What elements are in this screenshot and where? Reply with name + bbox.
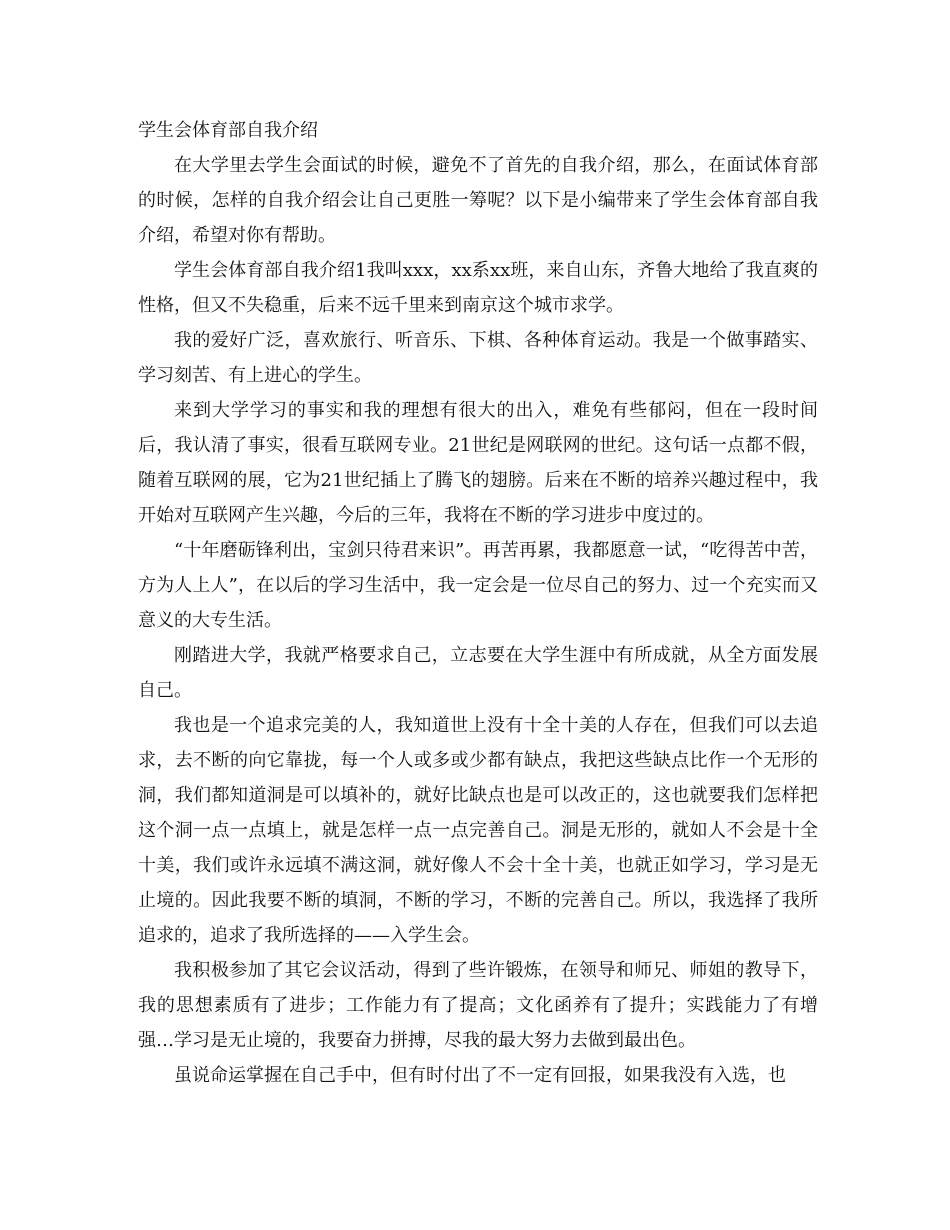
paragraph-motto: “十年磨砺锋利出，宝剑只待君来识”。再苦再累，我都愿意一试，“吃得苦中苦，方为人上人”，在以后的学习生活中，我一定会是一位尽自己的努力、过一个充实而又意义的大专生活。 (138, 540, 818, 631)
paragraph-perfection: 我也是一个追求完美的人，我知道世上没有十全十美的人存在，但我们可以去追求，去不断的向它靠拢，每一个人或多或少都有缺点，我把这些缺点比作一个无形的洞，我们都知道洞是可以填补的，就好比缺点也是可以改正的，这也就要我们怎样把这个洞一点一点填上，就是怎样一点一点完善自己。洞是无形的，就如人不会是十全十美，我们或许永远填不满这洞，就好像人不会十全十美，也就正如学习，学习是无止境的。因此我要不断的填洞，不断的学习，不断的完善自己。所以，我选择了我所追求的，追求了我所选择的——入学生会。 (138, 715, 818, 946)
document-title: 学生会体育部自我介绍 (138, 120, 318, 141)
paragraph-major: 来到大学学习的事实和我的理想有很大的出入，难免有些郁闷，但在一段时间后，我认清了事实，很看互联网专业。21世纪是网联网的世纪。这句话一点都不假，随着互联网的展，它为21世纪插上了腾飞的翅膀。后来在不断的培养兴趣过程中，我开始对互联网产生兴趣，今后的三年，我将在不断的学习进步中度过的。 (138, 400, 818, 526)
paragraph-goals: 刚踏进大学，我就严格要求自己，立志要在大学生涯中有所成就，从全方面发展自己。 (138, 645, 818, 701)
paragraph-activities: 我积极参加了其它会议活动，得到了些许锻炼，在领导和师兄、师姐的教导下，我的思想素质有了进步；工作能力有了提高；文化函养有了提升；实践能力了有增强…学习是无止境的，我要奋力拼搏，尽我的最大努力去做到最出色。 (138, 960, 818, 1051)
document-body (138, 113, 818, 1093)
paragraph-fate: 虽说命运掌握在自己手中，但有时付出了不一定有回报，如果我没有入选，也 (174, 1065, 786, 1086)
paragraph-hobbies: 我的爱好广泛，喜欢旅行、听音乐、下棋、各种体育运动。我是一个做事踏实、学习刻苦、有上进心的学生。 (138, 330, 818, 386)
paragraph-intro: 在大学里去学生会面试的时候，避免不了首先的自我介绍，那么，在面试体育部的时候，怎样的自我介绍会让自己更胜一筹呢？以下是小编带来了学生会体育部自我介绍，希望对你有帮助。 (138, 155, 818, 246)
paragraph-self-intro: 学生会体育部自我介绍1我叫xxx，xx系xx班，来自山东，齐鲁大地给了我直爽的性格，但又不失稳重，后来不远千里来到南京这个城市求学。 (138, 260, 818, 316)
